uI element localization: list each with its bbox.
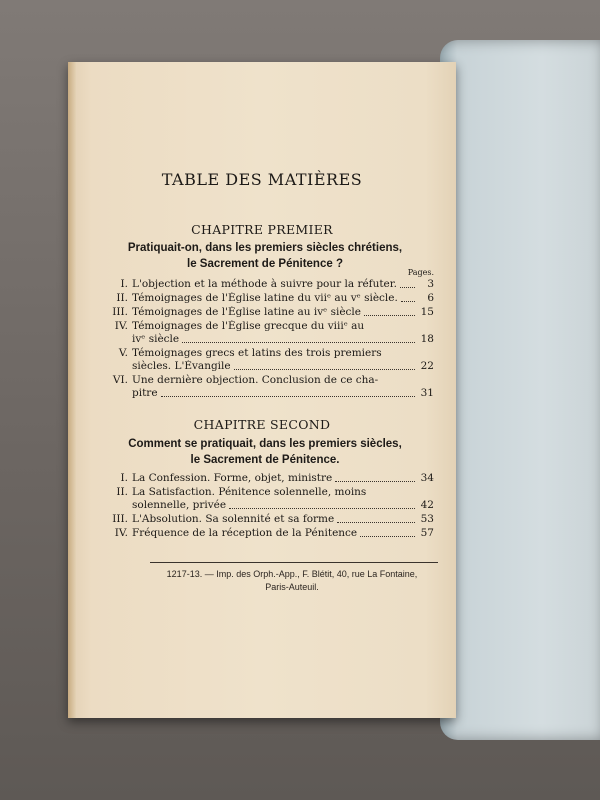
entry-number: II. [116, 292, 128, 304]
toc-entry[interactable] [112, 513, 434, 526]
entry-number: I. [120, 278, 128, 290]
entry-number: III. [112, 306, 128, 318]
toc-title: TABLE DES MATIÈRES [161, 170, 363, 189]
chapter2-subtitle [98, 436, 432, 468]
entry-text-continued: solennelle, privée [132, 499, 227, 511]
entry-number: III. [112, 513, 128, 525]
entry-page: 6 [427, 292, 434, 304]
entry-page: 18 [420, 333, 434, 345]
footer-rule [150, 562, 438, 563]
imprint-line1: 1217-13. — Imp. des Orph.-App., F. Blétit, 40, rue La Fontaine, [166, 569, 418, 579]
entry-text: La Confession. Forme, objet, ministre [132, 472, 333, 484]
page-edge [68, 62, 76, 718]
entry-number: II. [116, 486, 128, 498]
toc-entry[interactable] [120, 278, 434, 291]
toc-entry[interactable] [116, 486, 434, 512]
chapter2-subtitle-line2: le Sacrement de Pénitence. [190, 454, 340, 466]
chapter1-subtitle-line1: Pratiquait-on, dans les premiers siècles chrétiens, [127, 242, 403, 254]
entry-page: 15 [420, 306, 434, 318]
facing-page [440, 40, 600, 740]
entry-page: 31 [420, 387, 434, 399]
entry-text-continued: pitre [132, 387, 158, 399]
entry-page: 42 [420, 499, 434, 511]
toc-entry[interactable] [114, 527, 434, 540]
entry-text: Témoignages de l'Église latine au ivᵉ siècle [132, 306, 361, 318]
entry-number: IV. [114, 320, 128, 332]
entry-page: 57 [420, 527, 434, 539]
toc-entry[interactable] [114, 320, 434, 346]
entry-text: Témoignages grecs et latins des trois premiers [132, 347, 382, 359]
chapter2-heading: CHAPITRE SECOND [193, 417, 331, 432]
toc-entry[interactable] [120, 472, 434, 485]
pages-label: Pages. [407, 268, 434, 277]
toc-entry[interactable] [112, 306, 434, 319]
entry-text: Fréquence de la réception de la Pénitence [132, 527, 358, 539]
toc-entry[interactable] [118, 347, 434, 373]
entry-text: La Satisfaction. Pénitence solennelle, moins [132, 486, 367, 498]
entry-page: 34 [420, 472, 434, 484]
entry-text: L'objection et la méthode à suivre pour la réfuter. [132, 278, 397, 290]
entry-page: 53 [420, 513, 434, 525]
entry-text: L'Absolution. Sa solennité et sa forme [132, 513, 335, 525]
imprint-line2: Paris-Auteuil. [265, 582, 319, 592]
entry-text: Témoignages de l'Église latine du viiᵉ au vᵉ siècle. [132, 292, 398, 304]
toc-entry[interactable] [116, 292, 434, 305]
chapter2-subtitle-line1: Comment se pratiquait, dans les premiers siècles, [128, 438, 402, 450]
entry-number: V. [118, 347, 128, 359]
chapter1-subtitle [98, 240, 432, 272]
entry-text: Témoignages de l'Église grecque du viiiᵉ au [132, 320, 365, 332]
entry-page: 22 [420, 360, 434, 372]
toc-entry[interactable] [112, 374, 434, 400]
entry-text-continued: siècles. L'Évangile [132, 360, 231, 372]
entry-number: IV. [114, 527, 128, 539]
entry-text-continued: ivᵉ siècle [132, 333, 180, 345]
printer-imprint [146, 568, 438, 594]
chapter1-heading: CHAPITRE PREMIER [191, 222, 333, 237]
book-page [68, 62, 456, 718]
entry-number: I. [120, 472, 128, 484]
entry-number: VI. [112, 374, 128, 386]
entry-page: 3 [427, 278, 434, 290]
chapter1-subtitle-line2: le Sacrement de Pénitence ? [187, 258, 343, 270]
entry-text: Une dernière objection. Conclusion de ce cha- [132, 374, 379, 386]
